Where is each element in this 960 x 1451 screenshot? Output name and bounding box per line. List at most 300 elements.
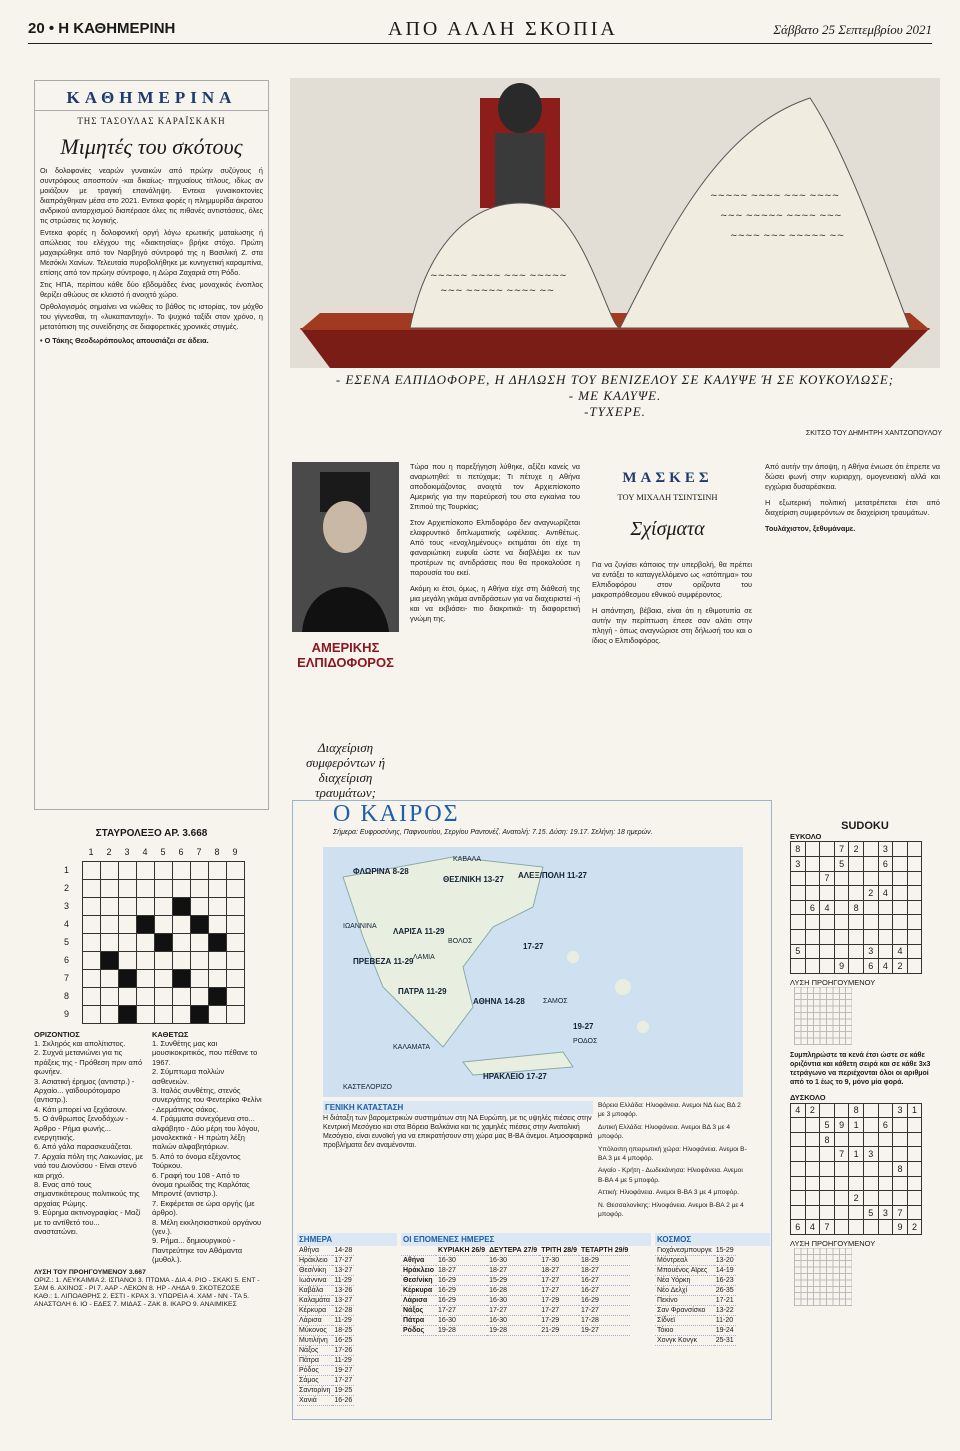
paragraph: Οι δολοφονίες νεαρών γυναικών από πρώην συζύγους ή συντρόφους αποσπούν -και δικαίως- πηχυαίους τίτλους, ιδίως αν μοιάζουν με τραγική επανάληψη. Εντεκα γυναικοκτονίες διαπράχθηκαν μέσα στο 2021. Εντεκα φορές η πλημμυρίδα άκρατου ανδρικού ανταρχισμού διαπέρασε όλες τις πιθανές αντιστάσεις, όλες τις στρώσεις τις λογικής. <box>40 166 263 225</box>
sudoku-cell <box>791 1132 806 1147</box>
sudoku-cell <box>863 1118 878 1133</box>
temp-range: 17-27 <box>539 1276 579 1286</box>
temp-range: 16-23 <box>715 1277 734 1284</box>
white-square <box>136 951 154 969</box>
sudoku-cell: 5 <box>820 1118 835 1133</box>
sudoku-cell <box>878 915 893 930</box>
sudoku-cell: 3 <box>863 1147 878 1162</box>
white-square <box>190 969 208 987</box>
page-number-and-paper: 20 • Η ΚΑΘΗΜΕΡΙΝΗ <box>28 20 176 37</box>
next-row <box>401 1266 630 1276</box>
sudoku-row <box>791 929 922 944</box>
white-square <box>226 951 244 969</box>
today-row <box>297 1246 354 1256</box>
temp-range: 16-30 <box>487 1316 539 1326</box>
column-number: 2 <box>106 846 112 857</box>
city-name: Αθήνα <box>401 1256 436 1266</box>
sudoku-cell: 4 <box>791 1103 806 1118</box>
black-square <box>190 915 208 933</box>
sudoku-cell: 7 <box>893 1205 908 1220</box>
crossword-header-row <box>64 843 244 861</box>
crossword <box>34 828 269 1309</box>
sudoku-cell: 5 <box>791 944 806 959</box>
sudoku-cell: 7 <box>834 842 849 857</box>
temp-range: 18-29 <box>579 1256 630 1266</box>
sudoku-cell: 5 <box>863 1205 878 1220</box>
sudoku-cell: 3 <box>863 944 878 959</box>
sudoku-cell <box>893 1118 908 1133</box>
next-days-label: ΟΙ ΕΠΟΜΕΝΕΣ ΗΜΕΡΕΣ <box>401 1233 651 1246</box>
column-number: 6 <box>178 846 184 857</box>
white-square <box>208 915 226 933</box>
next-days-table <box>401 1246 630 1336</box>
white-square <box>82 879 100 897</box>
sudoku-cell <box>805 842 820 857</box>
maskes-body-right <box>765 462 940 534</box>
city-name: Γιοχάνεσμπουργκ <box>657 1247 712 1254</box>
today-table <box>297 1246 354 1406</box>
sudoku-cell <box>820 1103 835 1118</box>
article-name <box>292 640 399 670</box>
sudoku-cell <box>820 1191 835 1206</box>
crossword-clues <box>34 1030 269 1265</box>
sudoku-cell <box>878 1132 893 1147</box>
temp-range: 17-27 <box>334 1257 353 1264</box>
white-square <box>172 915 190 933</box>
world-row <box>655 1246 736 1256</box>
sudoku-cell <box>791 1118 806 1133</box>
white-square <box>172 861 190 879</box>
city-name: Πεκίνο <box>655 1296 714 1306</box>
white-square <box>136 933 154 951</box>
white-square <box>82 987 100 1005</box>
white-square <box>118 861 136 879</box>
today-row <box>297 1386 354 1396</box>
white-square <box>136 879 154 897</box>
white-square <box>154 861 172 879</box>
temp-range: 26-35 <box>715 1287 734 1294</box>
white-square <box>82 951 100 969</box>
sudoku-cell <box>834 1161 849 1176</box>
temp-range: 19-27 <box>334 1367 353 1374</box>
sudoku-cell: 5 <box>834 857 849 872</box>
white-square <box>100 915 118 933</box>
svg-text:~~~ ~~~~~ ~~~~ ~~: ~~~ ~~~~~ ~~~~ ~~ <box>440 286 555 296</box>
sudoku-cell <box>849 1176 864 1191</box>
sudoku-cell <box>805 929 820 944</box>
white-square <box>190 987 208 1005</box>
crossword-title: ΣΤΑΥΡΟΛΕΞΟ ΑΡ. 3.668 <box>95 828 208 839</box>
city-name: Μύκονος <box>297 1326 332 1336</box>
sudoku-cell <box>849 959 864 974</box>
down-list <box>152 1039 262 1265</box>
caption-line: -ΤΥΧΕΡΕ. <box>584 404 646 419</box>
temp-range: 19-25 <box>334 1387 353 1394</box>
map-label: ΗΡΑΚΛΕΙΟ 17-27 <box>483 1072 547 1081</box>
sudoku-cell <box>834 1176 849 1191</box>
temp-range: 14-19 <box>715 1267 734 1274</box>
sudoku-cell: 8 <box>820 1132 835 1147</box>
sudoku-cell <box>907 871 922 886</box>
white-square <box>118 933 136 951</box>
sudoku-cell <box>849 1161 864 1176</box>
city-name: Λάρισα <box>297 1316 332 1326</box>
black-square <box>154 933 172 951</box>
temp-range: 17-27 <box>579 1306 630 1316</box>
temp-range: 17-27 <box>539 1306 579 1316</box>
white-square <box>100 879 118 897</box>
white-square <box>154 879 172 897</box>
sudoku-cell <box>805 959 820 974</box>
name-line: ΑΜΕΡΙΚΗΣ <box>311 640 380 655</box>
sudoku-cell: 6 <box>791 1220 806 1235</box>
temp-range: 16-29 <box>579 1296 630 1306</box>
crossword-row <box>64 861 244 879</box>
sudoku-cell: 7 <box>834 1147 849 1162</box>
white-square <box>172 951 190 969</box>
sudoku-cell <box>820 1205 835 1220</box>
temp-range: 16-28 <box>487 1286 539 1296</box>
paragraph: Ακόμη κι έτσι, όμως, η Αθήνα είχε στη διάθεσή της μια μεγάλη γκάμα αντιδράσεων για να διαχειριστεί -ή και να εκβιάσει- πιο διακριτικά- τη διαφορετική γνώμη της. <box>410 584 580 623</box>
temp-range: 15-29 <box>487 1276 539 1286</box>
city-name: Σίδνεϊ <box>655 1316 714 1326</box>
city-name: Χονγκ Κονγκ <box>655 1336 714 1346</box>
svg-text:~~~ ~~~~~ ~~~~ ~~~: ~~~ ~~~~~ ~~~~ ~~~ <box>720 211 842 221</box>
map-label: ΚΑΛΑΜΑΤΑ <box>393 1044 431 1051</box>
row-number: 7 <box>64 973 70 983</box>
sudoku-row <box>791 915 922 930</box>
temp-range: 16-25 <box>334 1337 353 1344</box>
sudoku-cell: 7 <box>820 871 835 886</box>
sudoku-easy-label: ΕΥΚΟΛΟ <box>790 832 822 841</box>
cartoon-drawing <box>290 78 940 368</box>
sudoku-cell <box>863 842 878 857</box>
world-forecast <box>655 1233 770 1346</box>
today-row <box>297 1396 354 1406</box>
clue: 3. Ασιατική έρημος (αντιστρ.) - Αρχαίο... γαϊδουρότομαρο (αντιστρ.). <box>34 1076 135 1105</box>
sudoku-cell: 8 <box>893 1161 908 1176</box>
sudoku-cell: 6 <box>878 857 893 872</box>
next-row <box>401 1296 630 1306</box>
sudoku-cell <box>863 900 878 915</box>
world-row <box>655 1286 736 1296</box>
white-square <box>190 933 208 951</box>
paragraph: Για να ζυγίσει κάποιος την υπερβολή, θα πρέπει να εντάξει το καταγγελλόμενο ως «ατόπημα» του Ελπιδοφόρου στον ορίζοντα του μακροπρόθεσμου εθνικού συμφέροντος. <box>592 560 752 599</box>
paragraph: Ορθολογισμός σημαίνει να νιώθεις το βάθος τις ιστορίας, τον μόχθο του γίγνεσθαι, τη «λυκαπαντοχή». Το ψυχικό ταξίδι στον χρόνο, η μετατόπιση της συνείδησης σε διαφορετικές χρονικές στιγμές. <box>40 302 263 331</box>
name-line: ΕΛΠΙΔΟΦΟΡΟΣ <box>297 655 394 670</box>
sudoku-cell: 6 <box>878 1118 893 1133</box>
clue: 9. Εύρημα ακτινογραφίας - Μαζί με το αντίθετό του... αναστατώνει. <box>34 1208 141 1237</box>
white-square <box>136 969 154 987</box>
white-square <box>100 987 118 1005</box>
row-number: 2 <box>64 883 70 893</box>
today-label: ΣΗΜΕΡΑ <box>297 1233 397 1246</box>
black-square <box>208 933 226 951</box>
city-name: Πάτρα <box>297 1356 332 1366</box>
temp-range: 18-27 <box>436 1266 487 1276</box>
today-row <box>297 1356 354 1366</box>
sudoku-cell <box>849 857 864 872</box>
temp-range: 11-20 <box>714 1316 736 1326</box>
temp-range: 18-27 <box>579 1266 630 1276</box>
sudoku-cell <box>893 1176 908 1191</box>
crossword-row <box>64 969 244 987</box>
map-label: ΛΑΡΙΣΑ 11-29 <box>393 927 445 936</box>
sudoku-hard-label: ΔΥΣΚΟΛΟ <box>790 1093 826 1103</box>
sudoku-cell <box>907 959 922 974</box>
crossword-row <box>64 933 244 951</box>
sudoku-cell <box>791 1191 806 1206</box>
column-body <box>35 166 268 346</box>
city-name: Κέρκυρα <box>297 1306 332 1316</box>
temp-range: 17-27 <box>436 1306 487 1316</box>
day-label: ΤΡΙΤΗ 28/9 <box>541 1247 577 1254</box>
sudoku-cell <box>878 944 893 959</box>
today-row <box>297 1336 354 1346</box>
sudoku-row <box>791 886 922 901</box>
white-square <box>190 951 208 969</box>
today-row <box>297 1346 354 1356</box>
corner <box>64 843 82 861</box>
paragraph: Τουλάχιστον, ξεθυμάναμε. <box>765 524 856 533</box>
sudoku-cell <box>791 1176 806 1191</box>
sudoku-hard-grid <box>790 1103 922 1235</box>
white-square <box>136 987 154 1005</box>
white-square <box>226 897 244 915</box>
sudoku-cell <box>907 1147 922 1162</box>
sudoku-cell <box>805 1132 820 1147</box>
sudoku-cell <box>820 842 835 857</box>
paragraph: Στον Αρχιεπίσκοπο Ελπιδοφόρο δεν αναγνωρίζεται ελαφρυντικό διπλωματικής ωφέλειας. Αντιθέτως. Από τους «ενοχλημένους» εκτιμάται ότι είχε τη φαναριώτικη ευφυΐα ώστε να διαβλέψει εκ των προτέρων τις αντιδράσεις που θα προκαλούσε η παρουσία του εκεί. <box>410 518 580 577</box>
sudoku-easy-grid <box>790 841 922 973</box>
temp-range: 12-28 <box>334 1307 353 1314</box>
sudoku-cell <box>820 959 835 974</box>
white-square <box>226 915 244 933</box>
sudoku-cell: 3 <box>878 842 893 857</box>
map-label: ΠΑΤΡΑ 11-29 <box>398 987 447 996</box>
world-label: ΚΟΣΜΟΣ <box>655 1233 770 1246</box>
temp-range: 17-26 <box>334 1347 353 1354</box>
crossword-row <box>64 987 244 1005</box>
white-square <box>226 861 244 879</box>
sudoku-cell <box>863 1161 878 1176</box>
sudoku-cell <box>834 1132 849 1147</box>
black-square <box>118 969 136 987</box>
sudoku-cell: 1 <box>849 1118 864 1133</box>
sudoku-row <box>791 959 922 974</box>
general-text: Η διάταξη των βαρομετρικών συστημάτων στη ΝΑ Ευρώπη, με τις υψηλές πιέσεις στην Κεντρική Μεσόγειο και στα Βόρεια Βαλκάνια και τις χαμηλές πιέσεις στην Ανατολική Μεσόγειο, είναι ευνοϊκή για να επικρατήσουν στη χώρα μας Β-ΒΑ άνεμοι. Ατμοσφαιρικά προβλήματα δεν αναμένονται. <box>323 1115 593 1149</box>
temp-range: 15-29 <box>715 1247 734 1254</box>
sudoku-section <box>790 820 940 1306</box>
black-square <box>172 969 190 987</box>
city-name: Μπουένος Αϊρες <box>655 1266 714 1276</box>
temp-range: 21-29 <box>539 1326 579 1336</box>
city-name: Νέα Υόρκη <box>655 1276 714 1286</box>
sudoku-cell <box>849 1220 864 1235</box>
city-name: Καλαμάτα <box>297 1296 332 1306</box>
white-square <box>226 1005 244 1023</box>
column-brand: ΚΑΘΗΜΕΡΙΝΑ <box>35 81 268 111</box>
white-square <box>226 987 244 1005</box>
temp-range: 13-27 <box>334 1267 353 1274</box>
temp-range: 13-27 <box>334 1297 353 1304</box>
day-label: ΤΕΤΑΡΤΗ 29/9 <box>581 1247 629 1254</box>
sudoku-cell <box>791 871 806 886</box>
sudoku-row <box>791 871 922 886</box>
sudoku-cell: 9 <box>893 1220 908 1235</box>
sudoku-cell: 3 <box>791 857 806 872</box>
today-row <box>297 1286 354 1296</box>
world-row <box>655 1306 736 1316</box>
crossword-row <box>64 1005 244 1023</box>
sudoku-row <box>791 1161 922 1176</box>
temp-range: 18-25 <box>334 1327 353 1334</box>
city-name: Θεσ/νίκη <box>297 1266 332 1276</box>
world-row <box>655 1296 736 1306</box>
sudoku-cell <box>805 886 820 901</box>
sudoku-cell: 1 <box>907 1103 922 1118</box>
sudoku-cell <box>907 1161 922 1176</box>
city-name: Μυτιλήνη <box>297 1336 332 1346</box>
sudoku-cell <box>893 1147 908 1162</box>
column-title: Μιμητές του σκότους <box>60 134 243 159</box>
column-number: 8 <box>214 846 220 857</box>
sudoku-cell: 3 <box>878 1205 893 1220</box>
today-row <box>297 1266 354 1276</box>
day-label: ΔΕΥΤΕΡΑ 27/9 <box>489 1247 538 1254</box>
city-name: Τόκιο <box>655 1326 714 1336</box>
sudoku-row <box>791 1191 922 1206</box>
sudoku-cell: 3 <box>893 1103 908 1118</box>
sudoku-cell <box>878 900 893 915</box>
portrait-image <box>292 462 399 632</box>
sudoku-cell <box>863 929 878 944</box>
white-square <box>172 879 190 897</box>
white-square <box>100 933 118 951</box>
sudoku-cell <box>878 1103 893 1118</box>
map-label: ΦΛΩΡΙΝΑ 8-28 <box>353 867 409 876</box>
today-row <box>297 1376 354 1386</box>
city-name: Σαν Φρανσίσκο <box>655 1306 714 1316</box>
sudoku-cell <box>863 1132 878 1147</box>
clue: 7. Εκφέρεται σε ώρα οργής (με άρθρο). <box>152 1198 255 1218</box>
city-name: Κέρκυρα <box>401 1286 436 1296</box>
temp-range: 14-28 <box>334 1247 353 1254</box>
white-square <box>136 1005 154 1023</box>
white-square <box>154 951 172 969</box>
temp-range: 17-21 <box>715 1297 734 1304</box>
sudoku-cell <box>863 857 878 872</box>
temp-range: 16-27 <box>579 1276 630 1286</box>
temp-range: 16-30 <box>436 1316 487 1326</box>
prev-solution-label: ΛΥΣΗ ΠΡΟΗΓΟΥΜΕΝΟΥ <box>790 977 876 987</box>
sudoku-cell <box>849 871 864 886</box>
next-row <box>401 1326 630 1336</box>
sudoku-cell <box>805 944 820 959</box>
white-square <box>208 861 226 879</box>
sudoku-cell <box>834 1103 849 1118</box>
white-square <box>100 861 118 879</box>
sudoku-cell: 8 <box>849 900 864 915</box>
white-square <box>154 987 172 1005</box>
sudoku-cell: 4 <box>820 900 835 915</box>
svg-text:~~~~ ~~~ ~~~~~ ~~: ~~~~ ~~~ ~~~~~ ~~ <box>730 231 845 241</box>
row-number: 1 <box>64 865 70 875</box>
map-label: ΛΑΜΙΑ <box>413 954 435 961</box>
sudoku-cell <box>863 1220 878 1235</box>
sudoku-cell: 8 <box>791 842 806 857</box>
prev-solution-grid <box>794 987 852 1045</box>
sudoku-cell <box>791 959 806 974</box>
sudoku-cell <box>805 1205 820 1220</box>
black-square <box>208 987 226 1005</box>
city-name: Νάξος <box>401 1306 436 1316</box>
row-number: 6 <box>64 955 70 965</box>
world-table <box>655 1246 736 1346</box>
today-forecast <box>297 1233 397 1406</box>
prev-solution-grid <box>794 1248 852 1306</box>
days-header <box>401 1246 630 1256</box>
sudoku-cell <box>791 900 806 915</box>
city-name: Ιωάννινα <box>297 1276 332 1286</box>
cartoon-illustration <box>290 78 940 368</box>
solution-line: ΟΡΙΖ.: 1. ΛΕΥΚΑΙΜΙΑ 2. ΙΣΠΑΝΟΙ 3. ΠΤΩΜΑ - ΔΙΑ 4. ΡΙΟ - ΣΚΑΚΙ 5. ΕΝΤ - ΣΑΜ 6. ΑΧΙΝΟΣ - ΡΙ 7. ΑΑΡ - ΛΕΚΟΝ 8. ΗΡ - ΛΗΔΑ 9. ΣΚΟΤΕΖΟΣΕ <box>34 1276 260 1292</box>
map-label: 19-27 <box>573 1022 594 1031</box>
temp-range: 17-29 <box>539 1316 579 1326</box>
caption-line: - ΜΕ ΚΑΛΥΨΕ. <box>568 388 662 403</box>
today-row <box>297 1296 354 1306</box>
sudoku-cell <box>849 886 864 901</box>
column-number: 7 <box>196 846 202 857</box>
sudoku-cell <box>834 900 849 915</box>
sudoku-cell: 2 <box>805 1103 820 1118</box>
map-label: ΠΡΕΒΕΖΑ 11-29 <box>353 957 414 966</box>
blank-cell <box>401 1246 436 1256</box>
sudoku-cell: 2 <box>849 1191 864 1206</box>
regional-forecast <box>598 1101 748 1219</box>
sudoku-cell <box>863 871 878 886</box>
next-days-forecast <box>401 1233 651 1336</box>
sudoku-cell <box>893 929 908 944</box>
prev-solution-label: ΛΥΣΗ ΠΡΟΗΓΟΥΜΕΝΟΥ <box>790 1238 876 1248</box>
sudoku-cell <box>893 915 908 930</box>
next-row <box>401 1306 630 1316</box>
temp-range: 17-27 <box>539 1286 579 1296</box>
sudoku-cell: 4 <box>878 886 893 901</box>
sudoku-cell <box>849 944 864 959</box>
column-number: 1 <box>88 846 94 857</box>
today-row <box>297 1366 354 1376</box>
map-label: ΚΑΒΑΛΑ <box>453 856 482 863</box>
sudoku-cell: 6 <box>863 959 878 974</box>
section-title: ΑΠΟ ΑΛΛΗ ΣΚΟΠΙΑ <box>388 18 618 40</box>
map-label: ΑΘΗΝΑ 14-28 <box>473 997 525 1006</box>
sudoku-cell <box>907 886 922 901</box>
sudoku-cell <box>893 871 908 886</box>
across-list <box>34 1039 144 1237</box>
sudoku-cell <box>834 944 849 959</box>
sudoku-cell <box>878 1191 893 1206</box>
sudoku-cell: 1 <box>849 1147 864 1162</box>
white-square <box>118 915 136 933</box>
sudoku-cell <box>834 1220 849 1235</box>
temp-range: 17-27 <box>487 1306 539 1316</box>
white-square <box>154 897 172 915</box>
svg-text:~~~~~ ~~~~ ~~~ ~~~~: ~~~~~ ~~~~ ~~~ ~~~~ <box>710 191 840 201</box>
temp-range: 13-22 <box>715 1307 734 1314</box>
sudoku-cell <box>805 857 820 872</box>
sudoku-cell <box>907 1118 922 1133</box>
